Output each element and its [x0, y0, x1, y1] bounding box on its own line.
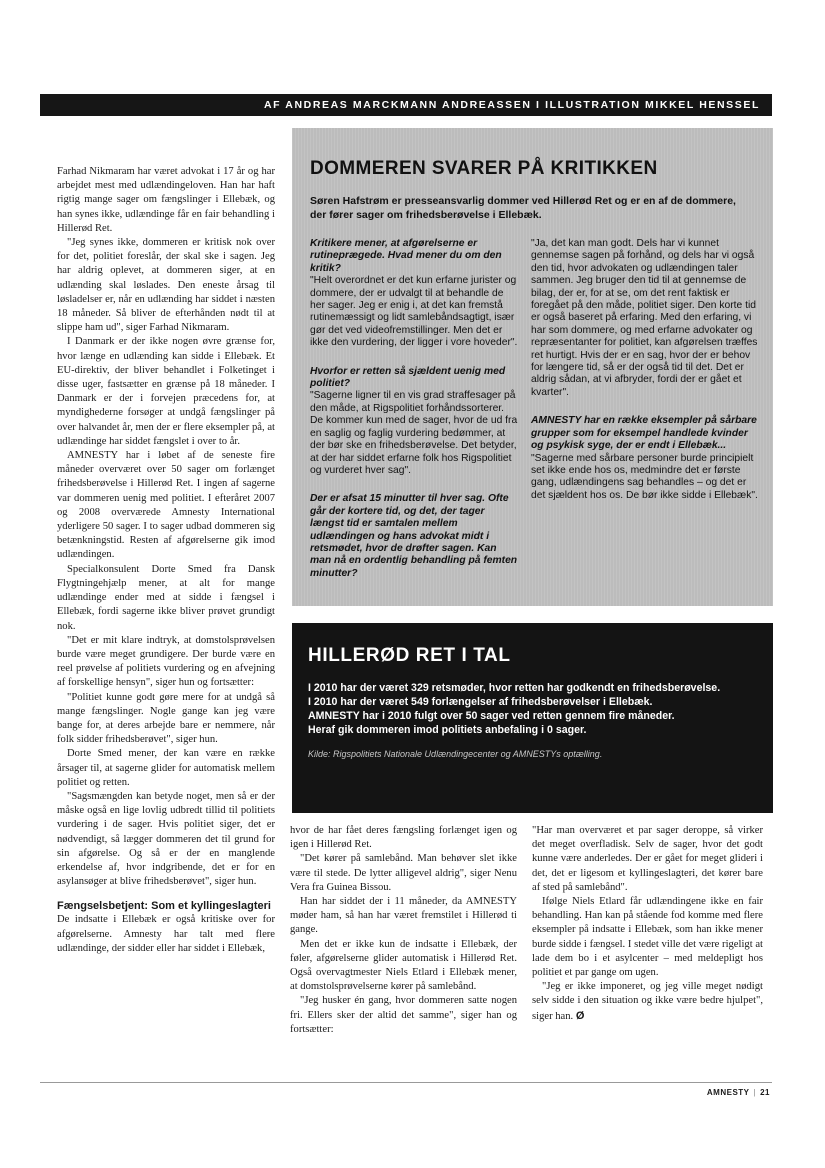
byline: AF ANDREAS MARCKMANN ANDREASSEN I ILLUSTRATION MIKKEL HENSSEL: [263, 99, 760, 111]
answer: "Sagerne ligner til en vis grad straffesager på den måde, at Rigspolitiet forhåndssorterer. De kommer kun med de sager, hvor de ud fra en saglig og faglig vurdering bedømmer, at der bør ske en frihedsberøvelse. Det betyder, at der har siddet erfarne folk hos Rigspolitiet og vurderet hver sag".: [310, 390, 518, 476]
paragraph: AMNESTY har i løbet af de seneste fire måneder overværet over 50 sager om forlænget frihedsberøvelse i Hillerød Ret. I ingen af sagerne var dommeren uenig med politiet. I efteråret 2007 og 2008 overværede Amnesty International yderligere 50 sager. I to sager udbad dommeren sig betænkningstid. Resten af afgørelserne gik imod udlændingen.: [57, 450, 275, 561]
footer-rule: [40, 1082, 772, 1083]
paragraph: "Det kører på samlebånd. Man behøver slet ikke være til stede. De lytter alligevel aldrig", siger Nenu Vera fra Guinea Bissou.: [290, 853, 517, 893]
subheading: Fængselsbetjent: Som et kyllingeslagteri: [57, 900, 271, 913]
paragraph: Ifølge Niels Etlard får udlændingene ikke en fair behandling. Han kan på stående fod komme med flere eksempler på indsatte i Ellebæk, som han ikke mener burde sidde i fængsel. I stedet ville det være rigeligt at lade dem bo i et asylcenter – med meldepligt hos politiet et par gange om ugen.: [532, 896, 763, 979]
stats-source: Kilde: Rigspolitiets Nationale Udlændingecenter og AMNESTYs optælling.: [308, 749, 603, 759]
answer: "Helt overordnet er det kun erfarne jurister og dommere, der er udvalgt til at behandle de her sager. Jeg er enig i, at det kan fremstå rutinemæssigt og lidt samlebåndsagtigt, især gør det ved videofremstillinger. Men det er ikke den vurdering, der ligger i vore hoveder".: [310, 275, 518, 349]
paragraph: Dorte Smed mener, der kan være en række årsager til, at sagerne glider for automatisk mellem politiet og retten.: [57, 748, 275, 788]
page-footer: [600, 1088, 770, 1097]
paragraph: De indsatte i Ellebæk er også kritiske over for afgørelserne. Amnesty har talt med flere udlændinge, der sidder eller har siddet i Ellebæk,: [57, 914, 275, 954]
interview-box: [292, 128, 773, 606]
magazine-name: AMNESTY: [706, 1088, 750, 1097]
question: Der er afsat 15 minutter til hver sag. Ofte går der kortere tid, og det, der tager længst tid er samtalen mellem udlændingen og hans advokat midt i retsmødet, hvor de drøfter sagen. Kan man nå en ordentlig behandling på femten minutter?: [310, 493, 518, 579]
stats-line: AMNESTY har i 2010 fulgt over 50 sager ved retten gennem fire måneder.: [308, 710, 675, 722]
footer-divider: |: [753, 1088, 757, 1097]
paragraph: "Det er mit klare indtryk, at domstolsprøvelsen burde være meget grundigere. Der burde være en reel prøvelse af politiets vurdering og en afvejning af forskellige hensyn", siger hun og fortsætter:: [57, 634, 275, 689]
question: Hvorfor er retten så sjældent uenig med politiet?: [310, 365, 506, 390]
question: Kritikere mener, at afgørelserne er rutineprægede. Hvad mener du om den kritik?: [310, 238, 502, 274]
article-left-column: [57, 165, 275, 956]
stats-line: I 2010 har der været 329 retsmøder, hvor retten har godkendt en frihedsberøvelse.: [308, 682, 721, 694]
interview-box-title: DOMMEREN SVARER PÅ KRITIKKEN: [310, 158, 658, 179]
interview-box-intro: Søren Hafstrøm er presseansvarlig dommer ved Hillerød Ret og er en af de dommere, der fører sager om frihedsberøvelse i Ellebæk.: [310, 195, 736, 221]
paragraph: Specialkonsulent Dorte Smed fra Dansk Flygtningehjælp mener, at alt for mange udlændinge ender med at sidde i fængsel i Ellebæk, fordi sagerne ikke bliver prøvet grundigt nok.: [57, 563, 275, 632]
paragraph: "Jeg synes ikke, dommeren er kritisk nok over for det, politiet foreslår, der skal ske i sagen. Jeg har aldrig oplevet, at dommeren siger, at en udlænding skal løslades. Den eneste årsag til løsladelser er, når en udlænding har siddet i næsten 18 måneder. Så bliver de efterhånden nødt til at slippe ham ud", siger Farhad Nikmaram.: [57, 237, 275, 334]
interview-column-left: [310, 238, 520, 580]
paragraph: I Danmark er der ikke nogen øvre grænse for, hvor længe en udlænding kan sidde i Ellebæk. Et EU-direktiv, der bliver behandlet i Folketinget i disse uger, fastsætter en grænse på 18 måneder. I Danmark er der i forvejen præcedens for, at myndighederne forsøger at undgå fængslinger på over halvandet år, men der er flere eksempler på, at udlændinge har siddet fængslet i over to år.: [57, 336, 275, 447]
byline-bar: [40, 94, 772, 116]
paragraph: Han har siddet der i 11 måneder, da AMNESTY møder ham, så han har været fremstilet i Hillerød ti gange.: [290, 896, 517, 936]
paragraph: Men det er ikke kun de indsatte i Ellebæk, der føler, afgørelserne glider automatisk i Hillerød Ret. Også overvagtmester Niels Etlard i Ellebæk mener, at domstolsprøvelserne kører på samlebånd.: [290, 938, 517, 993]
paragraph: [532, 980, 763, 1024]
paragraph: "Politiet kunne godt gøre mere for at undgå så mange fængslinger. Nogle gange kan jeg være bange for, at deres arbejde bare er nemmere, når folk sidder frihedsberøvet", siger hun.: [57, 691, 275, 746]
stats-lines: [308, 681, 760, 737]
stats-box-title: HILLERØD RET I TAL: [308, 645, 511, 666]
paragraph: "Sagsmængden kan betyde noget, men så er der måske også en lige lovlig udbredt tillid til politiets vurdering i de sager. Hvis politiet siger, det er nødvendigt, så lægger dommeren det til grund for sin afgørelse. Og så er der en manglende erkendelse af, hvor indgribende, det er for en asylansøger at blive frihedsberøvet", siger hun.: [57, 790, 275, 888]
stats-line: I 2010 har der været 549 forlængelser af frihedsberøvelser i Ellebæk.: [308, 696, 653, 708]
page-number: 21: [760, 1088, 770, 1097]
paragraph: hvor de har fået deres fængsling forlænget igen og igen i Hillerød Ret.: [290, 825, 517, 851]
stats-line: Heraf gik dommeren imod politiets anbefaling i 0 sager.: [308, 724, 587, 736]
end-mark: Ø: [575, 1009, 585, 1022]
article-right-column: [532, 824, 763, 1024]
answer: "Sagerne med sårbare personer burde principielt set ikke ende hos os, medmindre det er første gang, udlændingens sag behandles – og det er det sjældent hos os. De bør ikke sidde i Ellebæk".: [531, 452, 758, 501]
stats-box: [292, 623, 773, 813]
paragraph: Farhad Nikmaram har været advokat i 17 år og har arbejdet mest med udlændingeloven. Han har haft rigtig mange sager om fængslinger i Ellebæk, og han synes ikke, udlændinge får en fair behandling i Hillerød Ret.: [57, 166, 275, 234]
interview-column-right: [531, 238, 759, 502]
answer: "Ja, det kan man godt. Dels har vi kunnet gennemse sagen på forhånd, og dels har vi også den tid, hvor advokaten og udlændingen taler sammen. Jeg bruger den tid til at gennemse de bilag, der er, for at se, om det rent faktisk er foregået på den måde, politiet siger. Den korte tid er også baseret på erfaring. Med den erfaring, vi har som dommere, og med erfarne advokater og repræsentanter for politiet, kan afgørelsen træffes ret hurtigt. Hvis der er en sag, hvor der er behov for længere tid, så er der også tid til det. Det er aldrig sådan, at vi afbryder, fordi der er gået et kvarter".: [531, 238, 758, 398]
question: AMNESTY har en række eksempler på sårbare grupper som for eksempel handlede kvinder og psykisk syge, der er endt i Ellebæk...: [531, 415, 757, 452]
paragraph: "Jeg husker én gang, hvor dommeren satte nogen fri. Ellers sker der altid det samme", siger han og fortsætter:: [290, 995, 517, 1035]
paragraph-text: "Jeg er ikke imponeret, og jeg ville meget nødigt selv sidde i den situation og ikke være bedre hjulpet", siger han.: [532, 981, 763, 1022]
article-middle-column: [290, 824, 517, 1037]
paragraph: "Har man overværet et par sager deroppe, så virker det meget overfladisk. Selv de sager, hvor det godt kunne være anderledes. Der er gået for meget glideri i det, det er ligesom et kyllingeslagteri, det kører bare af sted på samlebånd".: [532, 825, 763, 893]
